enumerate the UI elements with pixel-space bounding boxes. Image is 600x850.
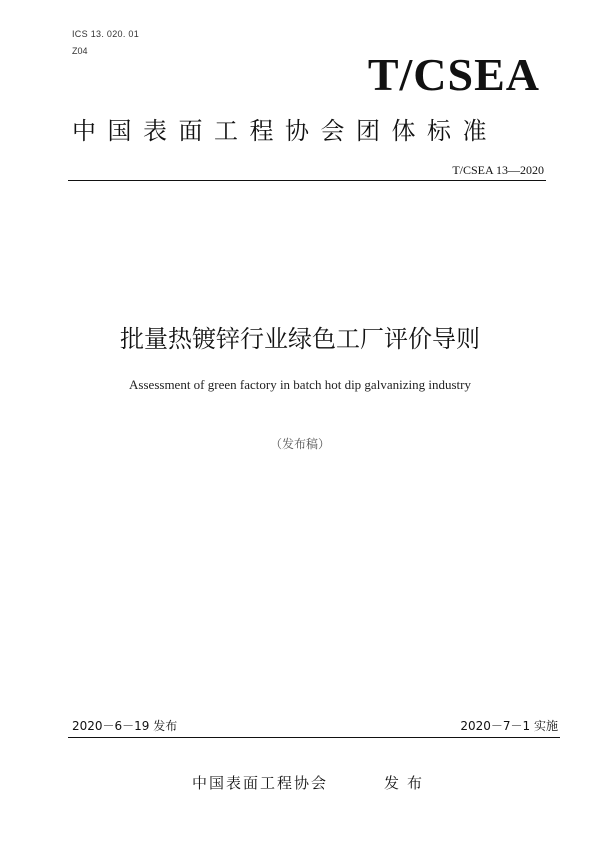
publisher-name: 中国表面工程协会: [192, 774, 329, 792]
standard-number: T/CSEA 13—2020: [452, 163, 544, 177]
ics-code: ICS 13. 020. 01: [72, 29, 140, 39]
document-status: （发布稿）: [269, 437, 330, 451]
organization-standard-line: 中国表面工程协会团体标准: [72, 117, 498, 145]
ccs-code: Z04: [72, 46, 88, 56]
standard-code-logo: T/CSEA: [367, 49, 540, 100]
implementation-date: 2020－7－1 实施: [460, 719, 558, 733]
publish-label: 发布: [384, 774, 431, 792]
document-title-chinese: 批量热镀锌行业绿色工厂评价导则: [120, 325, 480, 353]
document-title-english: Assessment of green factory in batch hot dip galvanizing industry: [129, 377, 471, 392]
footer-divider: [68, 737, 560, 738]
issue-date: 2020－6－19 发布: [72, 719, 178, 733]
header-divider: [68, 180, 546, 181]
